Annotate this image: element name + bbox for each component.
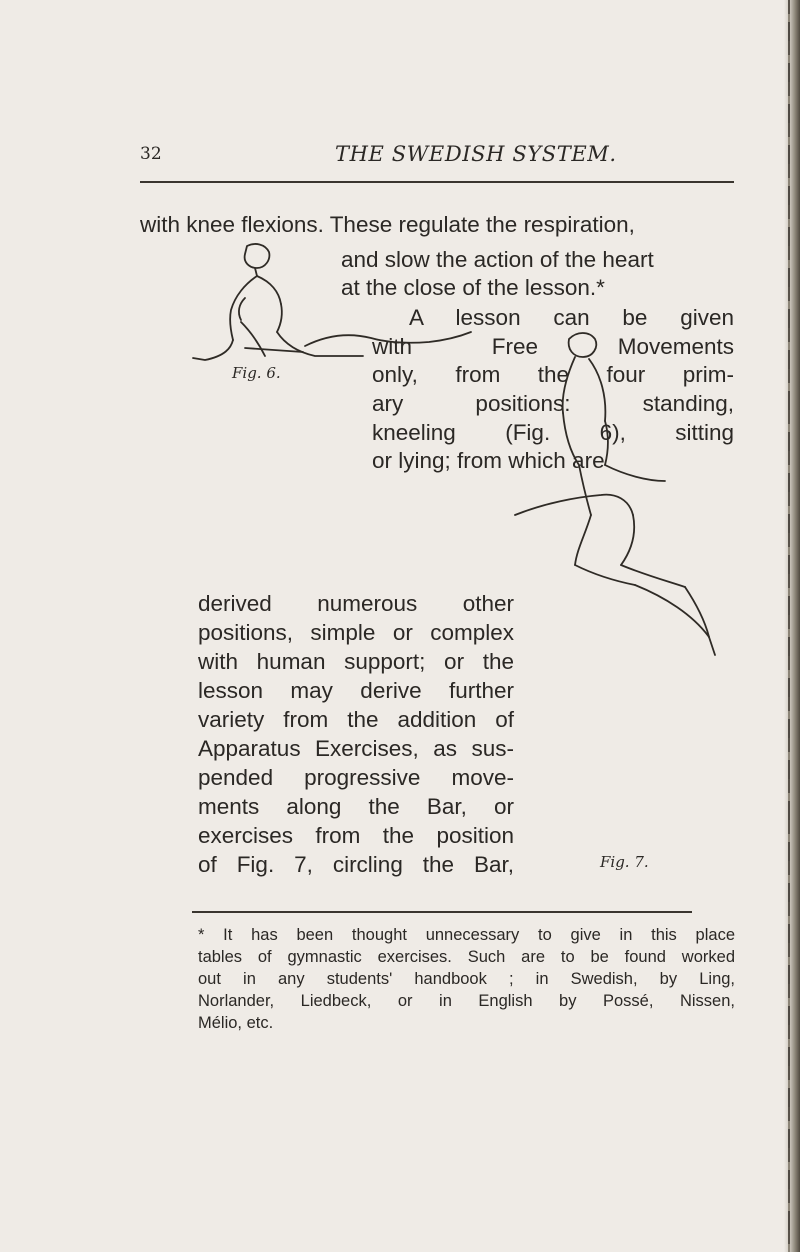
- footnote-line-2: tables of gymnastic exercises. Such are to be found worked: [198, 948, 735, 966]
- body-line-15: Apparatus Exercises, as sus-: [198, 736, 514, 761]
- running-head: [140, 142, 740, 172]
- footnote-line-1: * It has been thought unnecessary to give in this place: [198, 926, 735, 944]
- body-line-5: with Free Movements: [372, 334, 734, 359]
- footnote-rule: [192, 911, 692, 913]
- footnote-line-5: Mélio, etc.: [198, 1014, 274, 1032]
- body-line-2: and slow the action of the heart: [341, 247, 654, 272]
- body-line-9: or lying; from which are: [372, 448, 605, 473]
- page-number: 32: [140, 144, 162, 164]
- body-line-1: with knee flexions. These regulate the respiration,: [140, 212, 635, 237]
- header-rule: [140, 181, 734, 183]
- page-edge-binding: [788, 0, 790, 1252]
- body-line-18: exercises from the position: [198, 823, 514, 848]
- body-line-14: variety from the addition of: [198, 707, 514, 732]
- body-line-13: lesson may derive further: [198, 678, 514, 703]
- hanging-bar-figure-icon: [505, 325, 730, 675]
- body-line-6: only, from the four prim-: [372, 362, 734, 387]
- body-line-4: A lesson can be given: [409, 305, 734, 330]
- kneeling-figure-icon: [185, 240, 500, 365]
- fig7-label: Fig. 7.: [600, 853, 649, 871]
- footnote-line-3: out in any students' handbook ; in Swedish, by Ling,: [198, 970, 735, 988]
- figure-6: [185, 240, 500, 365]
- body-line-16: pended progressive move-: [198, 765, 514, 790]
- footnote-line-4: Norlander, Liedbeck, or in English by Possé, Nissen,: [198, 992, 735, 1010]
- body-line-11: positions, simple or complex: [198, 620, 514, 645]
- fig6-label: Fig. 6.: [232, 364, 281, 382]
- figure-7: [505, 325, 730, 675]
- body-line-8: kneeling (Fig. 6), sitting: [372, 420, 734, 445]
- body-line-3: at the close of the lesson.*: [341, 275, 605, 300]
- body-line-7: ary positions: standing,: [372, 391, 734, 416]
- page-edge-shadow: [784, 0, 800, 1252]
- body-line-17: ments along the Bar, or: [198, 794, 514, 819]
- body-line-10: derived numerous other: [198, 591, 514, 616]
- body-line-19: of Fig. 7, circling the Bar,: [198, 852, 514, 877]
- running-title: THE SWEDISH SYSTEM.: [335, 142, 617, 166]
- body-line-12: with human support; or the: [198, 649, 514, 674]
